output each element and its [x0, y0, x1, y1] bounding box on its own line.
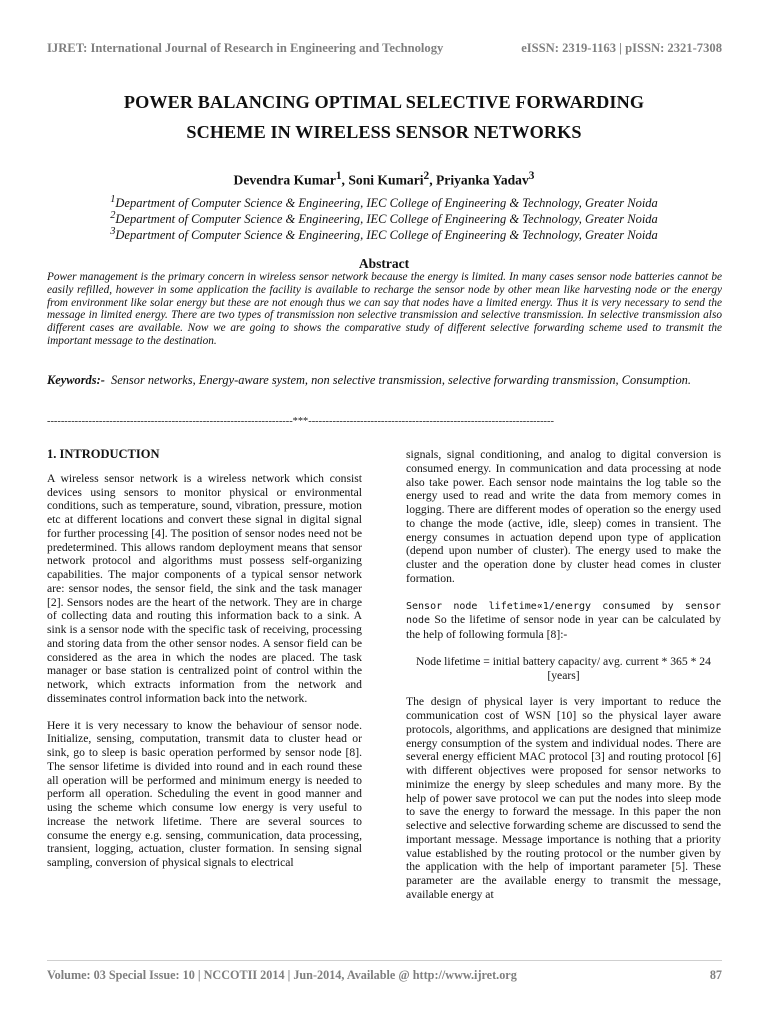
paper-title-line-2: SCHEME IN WIRELESS SENSOR NETWORKS	[186, 122, 582, 142]
left-column	[47, 448, 362, 870]
author-sup: 3	[528, 170, 535, 182]
affiliation-sup: 1	[110, 194, 116, 205]
author-name: Priyanka Yadav	[435, 172, 529, 188]
paragraph-text: So the lifetime of sensor node in year can be calculated by the help of following formula [8]:-	[406, 613, 721, 641]
paper-title-line-1: POWER BALANCING OPTIMAL SELECTIVE FORWARDING	[123, 92, 645, 112]
affiliation-sup: 3	[110, 226, 116, 237]
affiliation-text: Department of Computer Science & Engineering, IEC College of Engineering & Technology, Greater Noida	[115, 212, 658, 227]
paragraph: A wireless sensor network is a wireless network which consist devices using sensors to monitor physical or environmental conditions, such as temperature, sound, vibration, pressure, motion etc at different locations and convert these signal in digital signal for further processing [4]. The position of sensor nodes need not be predetermined. This allows random deployment means that sensor network protocol and algorithms must possess self-organizing capabilities. The major components of a typical sensor network are: sensor nodes, the sensor field, the sink and the task manager [2]. Sensors nodes are the heart of the network. They are in charge of collecting data and routing this information back to a sink. A sink is a sensor node with the specific task of receiving, processing and storing data from the other sensor nodes. A sensor field can be considered as the area in which the nodes are placed. The task manager or base station is centralized point of control within the network, which extracts information from the network and disseminates control information back into the network.	[47, 471, 362, 705]
paragraph: signals, signal conditioning, and analog to digital conversion is consumed energy. In communication and data processing at node also take power. Each sensor node maintains the log table so the energy used to read and write the data from memory comes in logging. There are different modes of operation so the energy used to change the mode (active, idle, sleep) comes in transient. The energy consumes in actuation depend upon type of application (depend upon number of cluster). The energy used to make the cluster and the operation done by cluster head comes in cluster formation.	[406, 448, 721, 585]
affiliation-sup: 2	[110, 210, 116, 221]
abstract-text: Power management is the primary concern in wireless sensor network because the energy is limited. In many cases sensor node batteries cannot be easily refilled, however in some application the facility is available to recharge the sensor node by other mean like harvesting node or the energy from environment like solar energy but these are not enough thus we can say that nodes have a limited energy. Thus it is very necessary to send the message in limited energy. There are two types of transmission non selective transmission and selective transmission. In selective transmission also different cases are available. Now we are going to shows the comparative study of different selective forwarding scheme used to transmit the important message to the destination.	[47, 271, 722, 347]
proportionality-formula: Sensor node lifetime∝1/energy consumed by sensor node	[406, 600, 721, 627]
paragraph	[406, 599, 721, 642]
affiliation	[0, 194, 768, 211]
paragraph: The design of physical layer is very important to reduce the communication cost of WSN [10] so the physical layer aware protocols, algorithms, and applications are designed that minimize energy consumption of the system and individual nodes. There are several energy efficient MAC protocol [3] and routing protocol [6] with different objectives were proposed for sensor networks to minimize the energy by sleep schedules and many more. By the help of power save protocol we can put the nodes into sleep mode to save the energy to forward the message. In this paper the non selective and selective forwarding scheme are discussed to send the important message. Message importance is nothing that a priority value established by the routing protocol or the number given by the application with the help of important parameter [5]. These parameter are the available energy to transmit the message, available energy at	[406, 695, 721, 901]
author-name: Soni Kumari	[348, 172, 424, 188]
author-list: Devendra Kumar$^1$, Soni Kumari$^2$, Priyanka Yadav$^3$	[233, 170, 535, 188]
affiliation-text: Department of Computer Science & Engineering, IEC College of Engineering & Technology, Greater Noida	[115, 228, 658, 243]
keywords-label: Keywords:-	[47, 373, 105, 387]
running-header	[47, 41, 722, 59]
journal-name: IJRET: International Journal of Research in Engineering and Technology	[47, 41, 444, 55]
abstract-heading: Abstract	[358, 256, 410, 271]
author-sup: 1	[335, 170, 342, 182]
footer-rule	[47, 960, 722, 961]
section-heading: 1. INTRODUCTION	[47, 447, 160, 461]
keywords	[47, 370, 722, 391]
keywords-text: Sensor networks, Energy-aware system, non selective transmission, selective forwarding transmission, Consumption.	[111, 373, 691, 387]
author-sup: 2	[423, 170, 430, 182]
page-number: 87	[709, 968, 722, 982]
lifetime-formula: Node lifetime = initial battery capacity/ avg. current * 365 * 24 [years]	[416, 654, 711, 682]
issn: eISSN: 2319-1163 | pISSN: 2321-7308	[521, 41, 722, 55]
right-column	[406, 448, 721, 902]
affiliation-text: Department of Computer Science & Engineering, IEC College of Engineering & Technology, Greater Noida	[115, 196, 658, 211]
affiliation	[0, 226, 768, 243]
affiliation	[0, 210, 768, 227]
footer-citation: Volume: 03 Special Issue: 10 | NCCOTII 2014 | Jun-2014, Available @ http://www.ijret.org	[47, 968, 517, 982]
paragraph: Here it is very necessary to know the behaviour of sensor node. Initialize, sensing, computation, transmit data to cluster head or sink, go to sleep is basic operation performed by sensor node [8]. The sensor lifetime is divided into round and in each round these all operation will be performed and minimum energy is needed to perform all operation. Scheduling the event in good manner and using the scheme which consume low energy is very useful to increase the network lifetime. There are several sources to consume the energy e.g. sensing, communication, data processing, transient, logging, actuation, cluster formation. In sensing signal sampling, conversion of physical signals to electrical	[47, 718, 362, 869]
section-separator: -----------------------------------------------------------------------***-----------------------------------------------------------------------	[47, 416, 554, 427]
author-name: Devendra Kumar	[233, 172, 336, 188]
